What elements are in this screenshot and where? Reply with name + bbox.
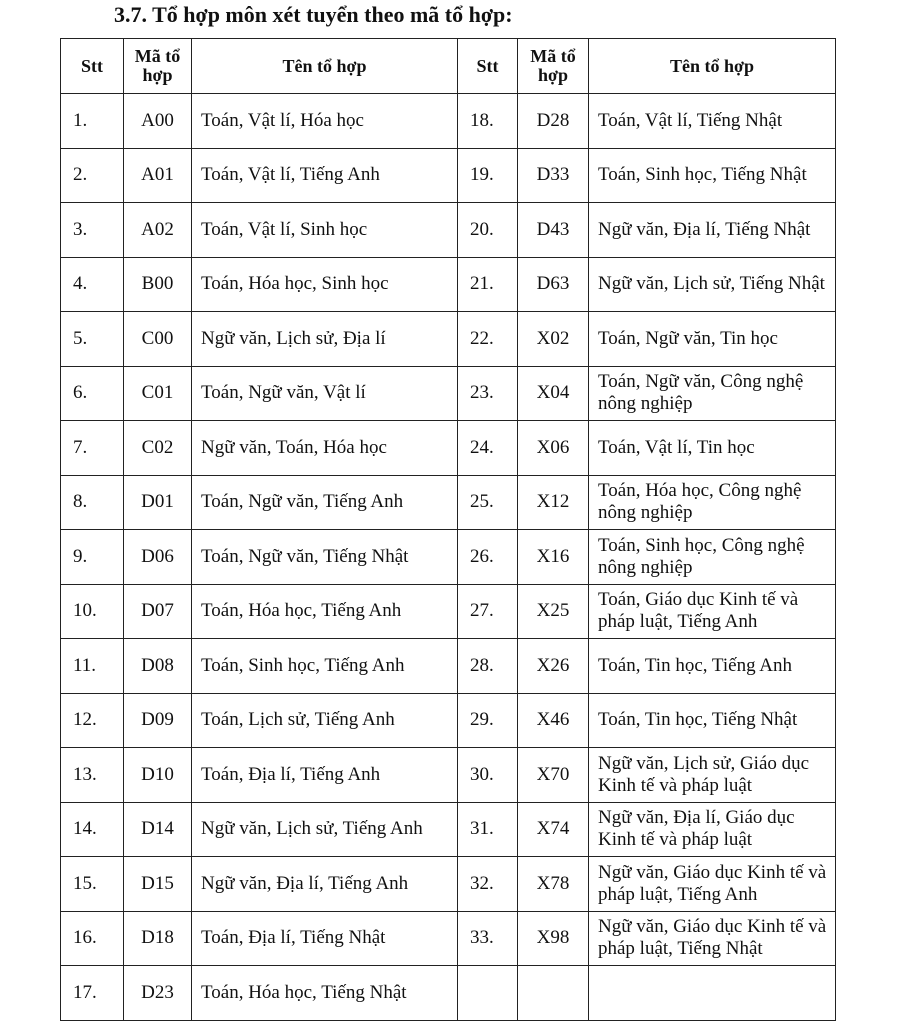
code-cell: C01 — [124, 366, 192, 421]
stt-cell-2: 30. — [458, 748, 518, 803]
stt-cell-2: 23. — [458, 366, 518, 421]
code-cell: D10 — [124, 748, 192, 803]
table-row — [61, 94, 836, 149]
code-cell-2: X04 — [518, 366, 589, 421]
stt-cell-2: 29. — [458, 693, 518, 748]
name-cell-2 — [589, 966, 836, 1021]
code-cell-2: D28 — [518, 94, 589, 149]
col-header-name-2: Tên tổ hợp — [589, 39, 836, 94]
stt-cell: 1. — [61, 94, 124, 149]
stt-cell: 10. — [61, 584, 124, 639]
name-cell: Ngữ văn, Toán, Hóa học — [192, 421, 458, 476]
code-cell: C00 — [124, 312, 192, 367]
stt-cell-2: 21. — [458, 257, 518, 312]
name-cell-2: Toán, Giáo dục Kinh tế và pháp luật, Tiếng Anh — [589, 584, 836, 639]
name-cell: Toán, Ngữ văn, Tiếng Anh — [192, 475, 458, 530]
code-cell: D06 — [124, 530, 192, 585]
stt-cell-2: 18. — [458, 94, 518, 149]
code-cell-2: X74 — [518, 802, 589, 857]
table-row — [61, 639, 836, 694]
stt-cell-2: 20. — [458, 203, 518, 258]
table-row — [61, 911, 836, 966]
stt-cell-2: 32. — [458, 857, 518, 912]
code-cell: D23 — [124, 966, 192, 1021]
stt-cell: 12. — [61, 693, 124, 748]
code-cell: B00 — [124, 257, 192, 312]
table-row — [61, 475, 836, 530]
col-header-code-line1: Mã tổ — [134, 46, 181, 66]
table-row — [61, 530, 836, 585]
stt-cell-2: 31. — [458, 802, 518, 857]
stt-cell-2: 19. — [458, 148, 518, 203]
name-cell: Toán, Vật lí, Sinh học — [192, 203, 458, 258]
code-cell: A01 — [124, 148, 192, 203]
name-cell: Ngữ văn, Lịch sử, Tiếng Anh — [192, 802, 458, 857]
code-cell-2: X26 — [518, 639, 589, 694]
col-header-code-line2: hợp — [142, 65, 173, 85]
stt-cell: 17. — [61, 966, 124, 1021]
code-cell: D08 — [124, 639, 192, 694]
name-cell: Ngữ văn, Địa lí, Tiếng Anh — [192, 857, 458, 912]
name-cell-2: Toán, Vật lí, Tiếng Nhật — [589, 94, 836, 149]
stt-cell: 6. — [61, 366, 124, 421]
stt-cell: 14. — [61, 802, 124, 857]
col-header-name: Tên tổ hợp — [192, 39, 458, 94]
stt-cell-2: 24. — [458, 421, 518, 476]
table-row — [61, 748, 836, 803]
code-cell: D01 — [124, 475, 192, 530]
name-cell: Toán, Vật lí, Tiếng Anh — [192, 148, 458, 203]
name-cell: Toán, Địa lí, Tiếng Nhật — [192, 911, 458, 966]
table-row — [61, 203, 836, 258]
name-cell: Ngữ văn, Lịch sử, Địa lí — [192, 312, 458, 367]
name-cell-2: Toán, Tin học, Tiếng Anh — [589, 639, 836, 694]
table-header-row — [61, 39, 836, 94]
code-cell-2 — [518, 966, 589, 1021]
stt-cell-2: 28. — [458, 639, 518, 694]
name-cell-2: Ngữ văn, Giáo dục Kinh tế và pháp luật, Tiếng Nhật — [589, 911, 836, 966]
name-cell: Toán, Sinh học, Tiếng Anh — [192, 639, 458, 694]
code-cell: D14 — [124, 802, 192, 857]
name-cell: Toán, Ngữ văn, Vật lí — [192, 366, 458, 421]
table-row — [61, 584, 836, 639]
col-header-code — [124, 39, 192, 94]
name-cell-2: Toán, Ngữ văn, Tin học — [589, 312, 836, 367]
name-cell: Toán, Hóa học, Tiếng Anh — [192, 584, 458, 639]
code-cell-2: X02 — [518, 312, 589, 367]
col-header-stt: Stt — [61, 39, 124, 94]
table-row — [61, 966, 836, 1021]
table-row — [61, 366, 836, 421]
name-cell: Toán, Ngữ văn, Tiếng Nhật — [192, 530, 458, 585]
table-row — [61, 857, 836, 912]
col-header-code-2-line2: hợp — [538, 65, 568, 85]
name-cell-2: Toán, Tin học, Tiếng Nhật — [589, 693, 836, 748]
table-row — [61, 421, 836, 476]
code-cell: A00 — [124, 94, 192, 149]
name-cell-2: Toán, Ngữ văn, Công nghệ nông nghiệp — [589, 366, 836, 421]
stt-cell: 2. — [61, 148, 124, 203]
table-row — [61, 693, 836, 748]
stt-cell-2: 22. — [458, 312, 518, 367]
name-cell: Toán, Lịch sử, Tiếng Anh — [192, 693, 458, 748]
col-header-code-2 — [518, 39, 589, 94]
name-cell-2: Ngữ văn, Lịch sử, Tiếng Nhật — [589, 257, 836, 312]
table-body — [61, 94, 836, 1021]
table-row — [61, 802, 836, 857]
name-cell-2: Ngữ văn, Địa lí, Tiếng Nhật — [589, 203, 836, 258]
code-cell: D15 — [124, 857, 192, 912]
name-cell-2: Ngữ văn, Lịch sử, Giáo dục Kinh tế và pháp luật — [589, 748, 836, 803]
name-cell: Toán, Hóa học, Tiếng Nhật — [192, 966, 458, 1021]
stt-cell-2: 33. — [458, 911, 518, 966]
stt-cell: 3. — [61, 203, 124, 258]
col-header-code-2-line1: Mã tổ — [530, 46, 576, 66]
combination-table — [60, 38, 836, 1021]
stt-cell: 16. — [61, 911, 124, 966]
stt-cell: 13. — [61, 748, 124, 803]
table-row — [61, 312, 836, 367]
name-cell-2: Ngữ văn, Địa lí, Giáo dục Kinh tế và pháp luật — [589, 802, 836, 857]
stt-cell-2: 27. — [458, 584, 518, 639]
stt-cell: 8. — [61, 475, 124, 530]
name-cell-2: Toán, Sinh học, Công nghệ nông nghiệp — [589, 530, 836, 585]
code-cell-2: D63 — [518, 257, 589, 312]
col-header-stt-2: Stt — [458, 39, 518, 94]
stt-cell: 7. — [61, 421, 124, 476]
code-cell-2: D33 — [518, 148, 589, 203]
section-heading: 3.7. Tổ hợp môn xét tuyển theo mã tổ hợp: — [114, 2, 513, 27]
code-cell: A02 — [124, 203, 192, 258]
code-cell-2: X25 — [518, 584, 589, 639]
name-cell-2: Ngữ văn, Giáo dục Kinh tế và pháp luật, Tiếng Anh — [589, 857, 836, 912]
code-cell-2: X16 — [518, 530, 589, 585]
name-cell: Toán, Hóa học, Sinh học — [192, 257, 458, 312]
stt-cell: 5. — [61, 312, 124, 367]
table-row — [61, 257, 836, 312]
name-cell-2: Toán, Hóa học, Công nghệ nông nghiệp — [589, 475, 836, 530]
stt-cell: 11. — [61, 639, 124, 694]
stt-cell: 4. — [61, 257, 124, 312]
code-cell-2: X78 — [518, 857, 589, 912]
code-cell-2: X12 — [518, 475, 589, 530]
code-cell: D09 — [124, 693, 192, 748]
code-cell: D07 — [124, 584, 192, 639]
name-cell-2: Toán, Sinh học, Tiếng Nhật — [589, 148, 836, 203]
code-cell: C02 — [124, 421, 192, 476]
name-cell: Toán, Địa lí, Tiếng Anh — [192, 748, 458, 803]
stt-cell-2: 26. — [458, 530, 518, 585]
code-cell-2: X98 — [518, 911, 589, 966]
stt-cell: 15. — [61, 857, 124, 912]
stt-cell-2: 25. — [458, 475, 518, 530]
name-cell-2: Toán, Vật lí, Tin học — [589, 421, 836, 476]
code-cell-2: X46 — [518, 693, 589, 748]
code-cell-2: X06 — [518, 421, 589, 476]
table-row — [61, 148, 836, 203]
code-cell: D18 — [124, 911, 192, 966]
stt-cell: 9. — [61, 530, 124, 585]
code-cell-2: X70 — [518, 748, 589, 803]
code-cell-2: D43 — [518, 203, 589, 258]
stt-cell-2 — [458, 966, 518, 1021]
name-cell: Toán, Vật lí, Hóa học — [192, 94, 458, 149]
